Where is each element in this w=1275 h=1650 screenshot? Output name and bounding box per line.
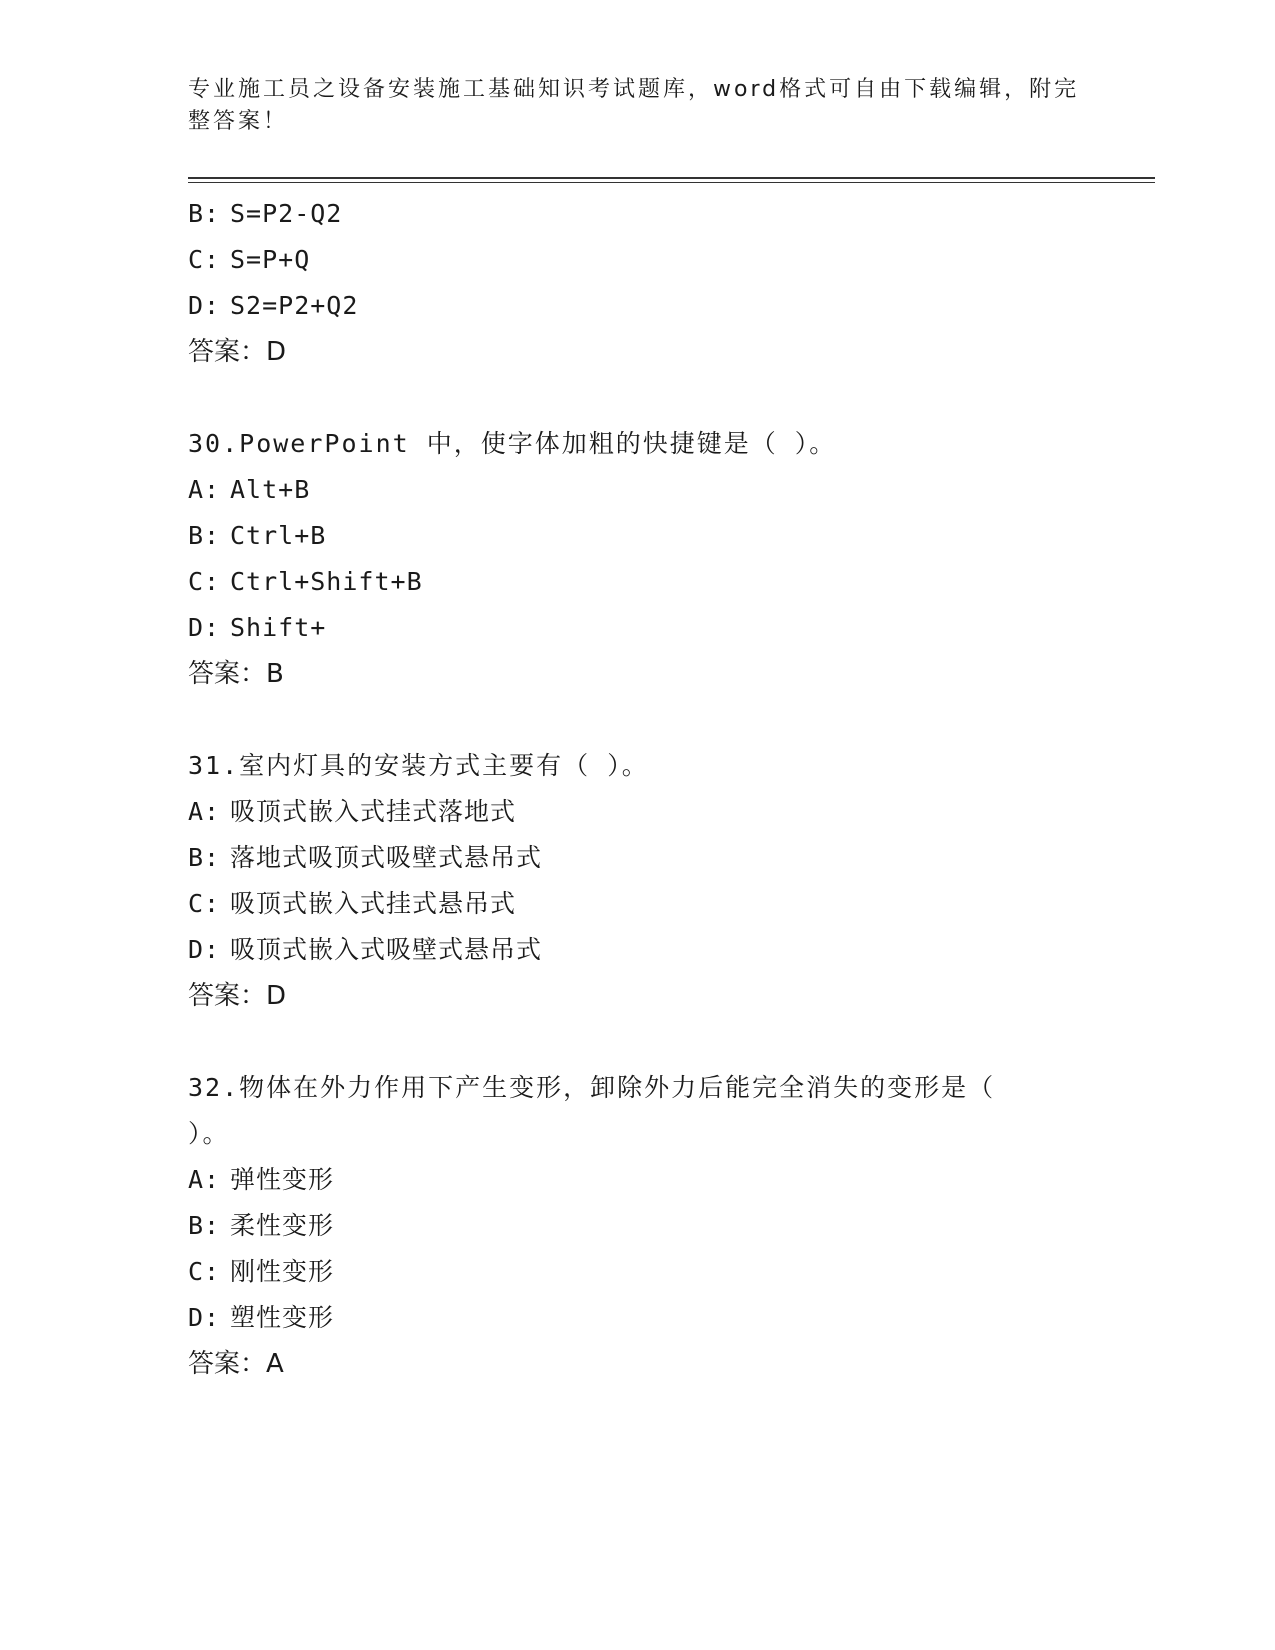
option-key: B: [188, 521, 221, 550]
question-block-29 [188, 191, 1088, 375]
option-b [188, 1203, 1088, 1249]
document-header [188, 74, 1088, 138]
option-a [188, 789, 1088, 835]
option-a [188, 1157, 1088, 1203]
option-text: Ctrl+B [230, 521, 327, 550]
option-key: A: [188, 1165, 221, 1194]
answer-line: 答案：D [188, 337, 287, 367]
option-key: C: [188, 245, 221, 274]
question-block-30 [188, 421, 1088, 697]
option-key: C: [188, 567, 221, 596]
option-c [188, 881, 1088, 927]
option-text: 吸顶式嵌入式挂式悬吊式 [230, 889, 517, 918]
option-key: B: [188, 1211, 221, 1240]
option-c [188, 1249, 1088, 1295]
option-text: 弹性变形 [230, 1165, 335, 1194]
option-text: S2=P2+Q2 [230, 291, 359, 320]
option-b [188, 191, 1088, 237]
option-text: S=P2-Q2 [230, 199, 343, 228]
option-d [188, 1295, 1088, 1341]
option-text: Ctrl+Shift+B [230, 567, 423, 596]
answer-line: 答案：B [188, 659, 284, 689]
option-text: 吸顶式嵌入式吸壁式悬吊式 [230, 935, 543, 964]
option-text: 柔性变形 [230, 1211, 335, 1240]
option-key: B: [188, 199, 221, 228]
option-key: D: [188, 613, 221, 642]
option-key: A: [188, 475, 221, 504]
question-block-31 [188, 743, 1088, 1019]
header-divider-thick [188, 177, 1155, 179]
option-b [188, 835, 1088, 881]
question-list [188, 191, 1088, 1387]
option-c [188, 237, 1088, 283]
option-key: C: [188, 1257, 221, 1286]
answer-line: 答案：D [188, 981, 287, 1011]
option-text: 塑性变形 [230, 1303, 335, 1332]
option-key: D: [188, 935, 221, 964]
question-text: 31.室内灯具的安装方式主要有（ ）。 [188, 751, 649, 780]
option-a [188, 467, 1088, 513]
question-text-line-2: ）。 [188, 1119, 230, 1148]
answer-line: 答案：A [188, 1349, 284, 1379]
header-divider-thin [188, 182, 1155, 183]
header-line-2: 整答案！ [188, 109, 289, 134]
option-key: B: [188, 843, 221, 872]
option-text: Shift+ [230, 613, 327, 642]
question-text: 30.PowerPoint 中，使字体加粗的快捷键是（ ）。 [188, 429, 837, 458]
option-c [188, 559, 1088, 605]
question-text-line-1: 32.物体在外力作用下产生变形，卸除外力后能完全消失的变形是（ [188, 1073, 996, 1102]
header-line-1: 专业施工员之设备安装施工基础知识考试题库，word格式可自由下载编辑，附完 [188, 77, 1080, 102]
option-text: 刚性变形 [230, 1257, 335, 1286]
option-key: D: [188, 1303, 221, 1332]
option-key: A: [188, 797, 221, 826]
option-key: C: [188, 889, 221, 918]
option-text: S=P+Q [230, 245, 311, 274]
option-text: Alt+B [230, 475, 311, 504]
option-b [188, 513, 1088, 559]
option-text: 吸顶式嵌入式挂式落地式 [230, 797, 517, 826]
option-key: D: [188, 291, 221, 320]
question-block-32 [188, 1065, 1088, 1387]
option-d [188, 605, 1088, 651]
option-text: 落地式吸顶式吸壁式悬吊式 [230, 843, 543, 872]
option-d [188, 927, 1088, 973]
option-d [188, 283, 1088, 329]
